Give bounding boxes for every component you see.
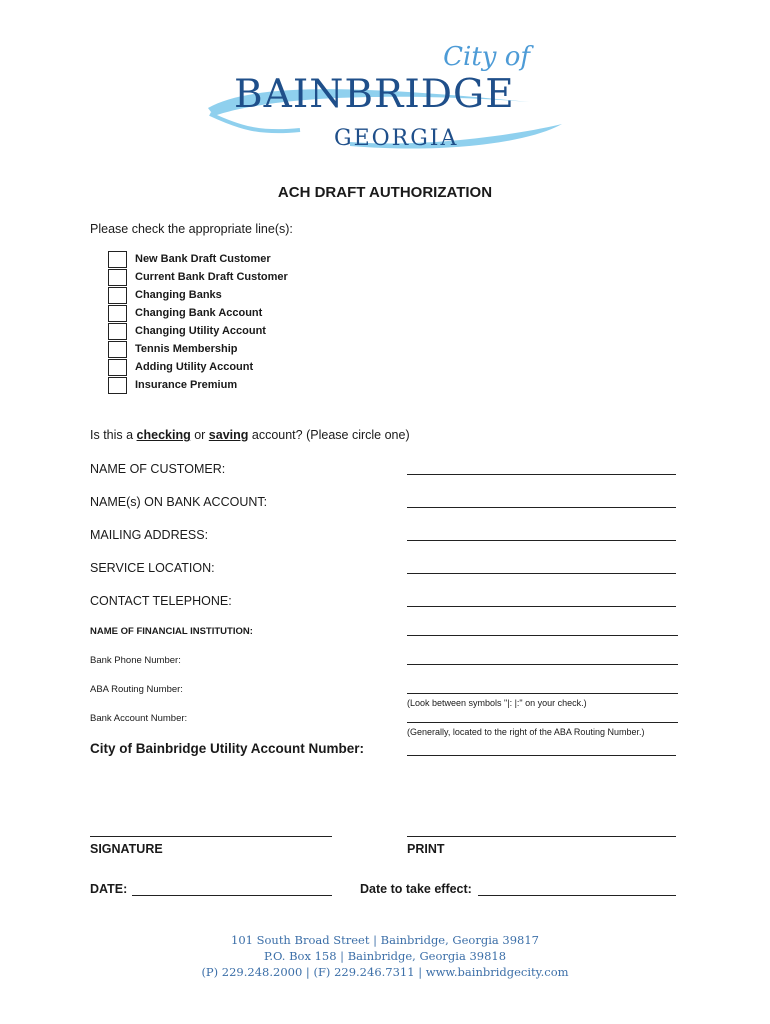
mailing-address-field[interactable] [407, 540, 676, 541]
date-label: DATE: [90, 882, 128, 896]
names-on-bank-account-label: NAME(s) ON BANK ACCOUNT: [90, 495, 268, 509]
signature-label: SIGNATURE [90, 842, 163, 856]
question-suffix: account? (Please circle one) [248, 428, 410, 442]
bank-account-label: Bank Account Number: [90, 713, 188, 724]
date-field[interactable] [132, 895, 332, 896]
checklist-label: Current Bank Draft Customer [135, 271, 288, 283]
checklist-item[interactable] [108, 358, 288, 376]
service-location-field[interactable] [407, 573, 676, 574]
footer-contact: (P) 229.248.2000 | (F) 229.246.7311 | www.bainbridgecity.com [201, 965, 569, 979]
checklist-item[interactable] [108, 286, 288, 304]
checklist-item[interactable] [108, 376, 288, 394]
checklist [108, 250, 288, 394]
checking-option[interactable]: checking [136, 428, 191, 442]
logo-name: BAINBRIDGE [234, 72, 515, 117]
service-location-label: SERVICE LOCATION: [90, 561, 215, 575]
logo-state: GEORGIA [334, 126, 459, 151]
checkbox[interactable] [108, 359, 127, 376]
checklist-item[interactable] [108, 340, 288, 358]
aba-routing-note: (Look between symbols "|: |:" on your check.) [407, 698, 587, 708]
checklist-label: Changing Banks [135, 289, 222, 301]
checkbox[interactable] [108, 305, 127, 322]
question-or: or [190, 428, 209, 442]
effective-date-field[interactable] [478, 895, 676, 896]
name-of-customer-field[interactable] [407, 474, 676, 475]
print-label: PRINT [407, 842, 445, 856]
footer-po-box: P.O. Box 158 | Bainbridge, Georgia 39818 [263, 949, 507, 963]
footer-address: 101 South Broad Street | Bainbridge, Georgia 39817 [231, 933, 539, 947]
financial-institution-label: NAME OF FINANCIAL INSTITUTION: [90, 626, 253, 637]
contact-telephone-label: CONTACT TELEPHONE: [90, 594, 232, 608]
names-on-bank-account-field[interactable] [407, 507, 676, 508]
utility-account-field[interactable] [407, 755, 676, 756]
checklist-label: New Bank Draft Customer [135, 253, 271, 265]
logo-city-of: City of [443, 42, 530, 72]
checklist-label: Changing Utility Account [135, 325, 266, 337]
bank-account-note: (Generally, located to the right of the ABA Routing Number.) [407, 727, 645, 737]
bank-phone-label: Bank Phone Number: [90, 655, 181, 666]
signature-field[interactable] [90, 836, 332, 837]
effective-date-label: Date to take effect: [360, 882, 472, 896]
checkbox[interactable] [108, 323, 127, 340]
bank-phone-field[interactable] [407, 664, 678, 665]
contact-telephone-field[interactable] [407, 606, 676, 607]
saving-option[interactable]: saving [208, 428, 249, 442]
financial-institution-field[interactable] [407, 635, 678, 636]
name-of-customer-label: NAME OF CUSTOMER: [90, 462, 226, 476]
utility-account-label: City of Bainbridge Utility Account Number: [90, 741, 365, 756]
checkbox[interactable] [108, 251, 127, 268]
question-prefix: Is this a [90, 428, 137, 442]
aba-routing-label: ABA Routing Number: [90, 684, 183, 695]
aba-routing-field[interactable] [407, 693, 678, 694]
checklist-item[interactable] [108, 250, 288, 268]
checklist-label: Changing Bank Account [135, 307, 263, 319]
checklist-label: Insurance Premium [135, 379, 238, 391]
checklist-item[interactable] [108, 322, 288, 340]
checkbox[interactable] [108, 377, 127, 394]
mailing-address-label: MAILING ADDRESS: [90, 528, 209, 542]
instruction-text: Please check the appropriate line(s): [90, 222, 293, 236]
checklist-label: Adding Utility Account [135, 361, 254, 373]
city-logo [200, 38, 570, 158]
checklist-item[interactable] [108, 304, 288, 322]
form-title: ACH DRAFT AUTHORIZATION [277, 184, 493, 201]
print-field[interactable] [407, 836, 676, 837]
checkbox[interactable] [108, 269, 127, 286]
checkbox[interactable] [108, 287, 127, 304]
checklist-item[interactable] [108, 268, 288, 286]
checklist-label: Tennis Membership [135, 343, 238, 355]
checkbox[interactable] [108, 341, 127, 358]
account-type-question [90, 428, 410, 442]
bank-account-field[interactable] [407, 722, 678, 723]
